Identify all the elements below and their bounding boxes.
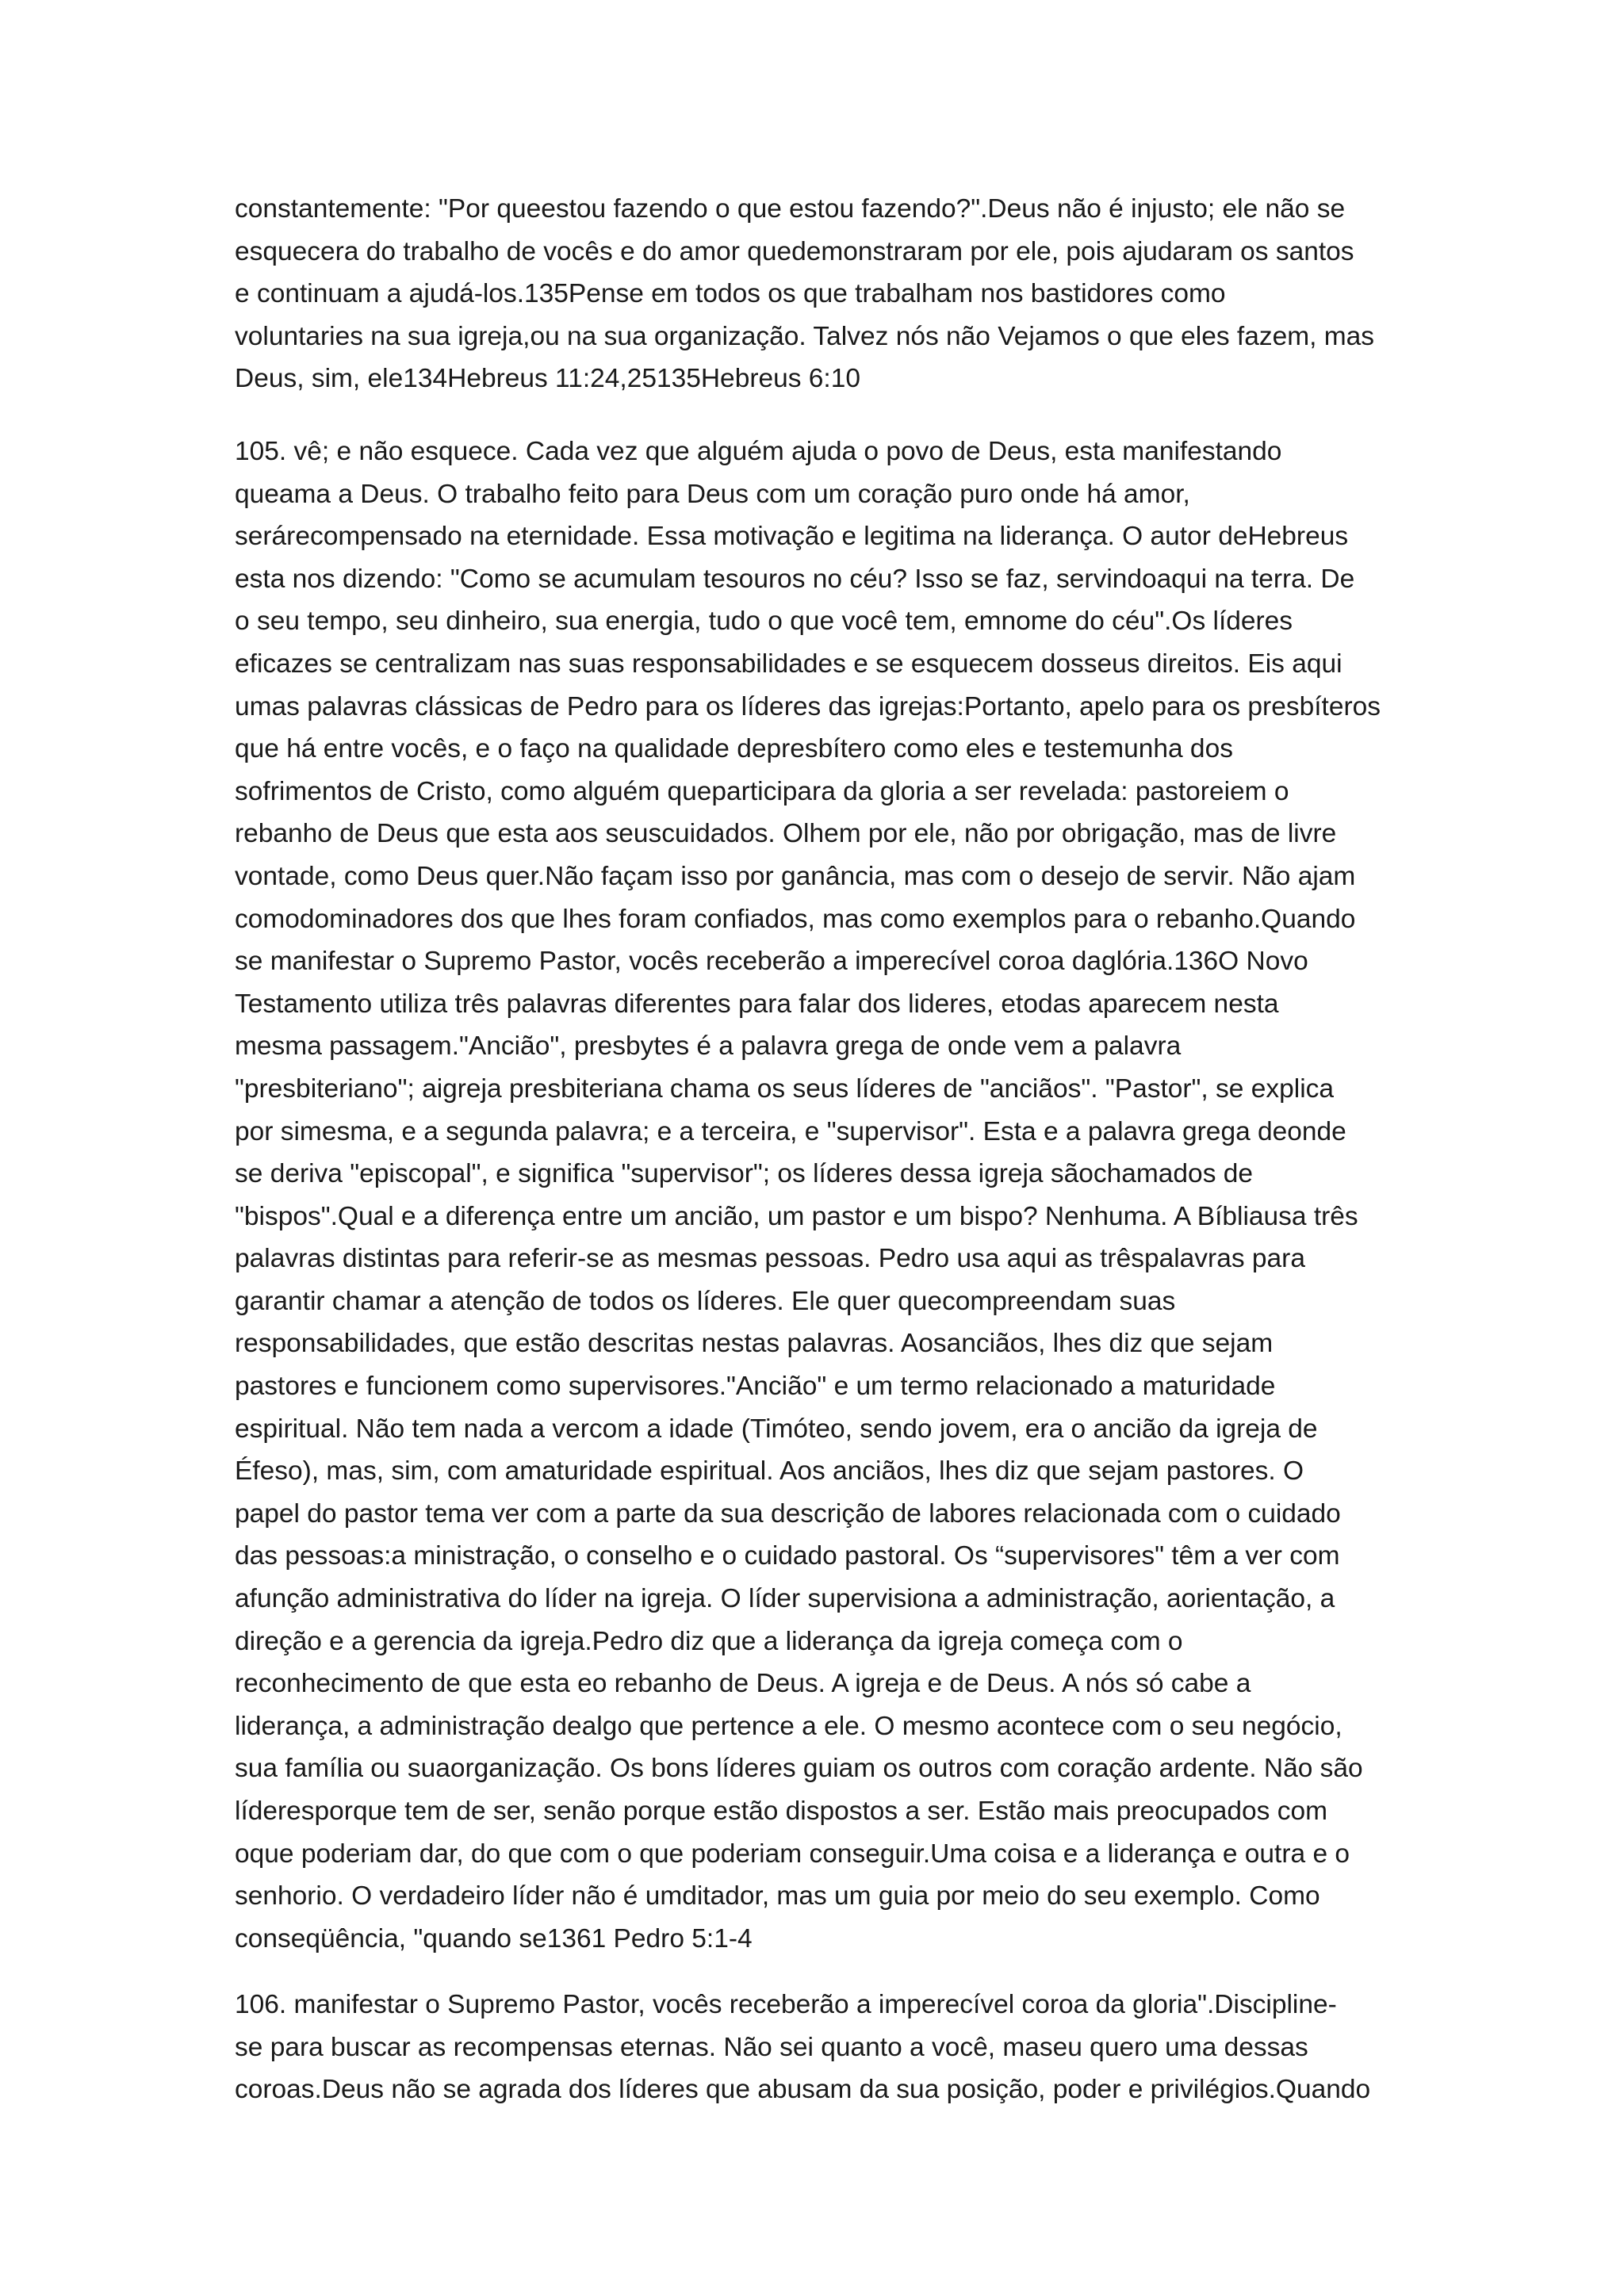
text-line: se deriva "episcopal", e significa "supervisor"; os líderes dessa igreja sãochamados de bbox=[235, 1159, 1254, 1189]
text-line: Éfeso), mas, sim, com amaturidade espiritual. Aos anciãos, lhes diz que sejam pastores. O bbox=[235, 1456, 1304, 1487]
text-line: coroas.Deus não se agrada dos líderes que abusam da sua posição, poder e privilégios.Quando bbox=[235, 2075, 1371, 2105]
text-line: esta nos dizendo: "Como se acumulam tesouros no céu? Isso se faz, servindoaqui na terra. De bbox=[235, 564, 1355, 594]
text-line: que há entre vocês, e o faço na qualidade depresbítero como eles e testemunha dos bbox=[235, 734, 1233, 764]
paragraph-105 bbox=[235, 430, 1400, 1960]
text-line: voluntaries na sua igreja,ou na sua organização. Talvez nós não Vejamos o que eles fazem, mas bbox=[235, 321, 1375, 351]
text-line: direção e a gerencia da igreja.Pedro diz que a liderança da igreja começa com o bbox=[235, 1626, 1183, 1656]
text-line: eficazes se centralizam nas suas responsabilidades e se esquecem dosseus direitos. Eis aqui bbox=[235, 649, 1342, 679]
text-line: Deus, sim, ele134Hebreus 11:24,25135Hebreus 6:10 bbox=[235, 364, 861, 394]
text-line: liderança, a administração dealgo que pertence a ele. O mesmo acontece com o seu negócio, bbox=[235, 1711, 1342, 1741]
text-line: se para buscar as recompensas eternas. Não sei quanto a você, maseu quero uma dessas bbox=[235, 2032, 1308, 2062]
text-line: papel do pastor tema ver com a parte da sua descrição de labores relacionada com o cuidado bbox=[235, 1498, 1341, 1529]
text-line: responsabilidades, que estão descritas nestas palavras. Aosanciãos, lhes diz que sejam bbox=[235, 1329, 1274, 1359]
text-line: 105. vê; e não esquece. Cada vez que alguém ajuda o povo de Deus, esta manifestando bbox=[235, 437, 1282, 466]
text-line: sua família ou suaorganização. Os bons líderes guiam os outros com coração ardente. Não são bbox=[235, 1754, 1363, 1784]
text-line: garantir chamar a atenção de todos os líderes. Ele quer quecompreendam suas bbox=[235, 1286, 1176, 1316]
text-line: 106. manifestar o Supremo Pastor, vocês receberão a imperecível coroa da gloria".Discipline- bbox=[235, 1990, 1337, 2019]
text-line: queama a Deus. O trabalho feito para Deus com um coração puro onde há amor, bbox=[235, 479, 1190, 509]
paragraph-106 bbox=[235, 1984, 1400, 2111]
text-line: espiritual. Não tem nada a vercom a idade (Timóteo, sendo jovem, era o ancião da igreja de bbox=[235, 1414, 1318, 1444]
text-line: Testamento utiliza três palavras diferentes para falar dos lideres, etodas aparecem nesta bbox=[235, 989, 1279, 1019]
text-line: comodominadores dos que lhes foram confiados, mas como exemplos para o rebanho.Quando bbox=[235, 904, 1356, 934]
text-line: serárecompensado na eternidade. Essa motivação e legitima na liderança. O autor deHebreus bbox=[235, 522, 1349, 552]
text-line: e continuam a ajudá-los.135Pense em todos os que trabalham nos bastidores como bbox=[235, 279, 1226, 309]
text-line: "bispos".Qual e a diferença entre um ancião, um pastor e um bispo? Nenhuma. A Bíbliausa três bbox=[235, 1201, 1358, 1231]
paragraph-104-continuation bbox=[235, 188, 1400, 400]
text-line: reconhecimento de que esta eo rebanho de Deus. A igreja e de Deus. A nós só cabe a bbox=[235, 1669, 1251, 1699]
text-line: "presbiteriano"; aigreja presbiteriana chama os seus líderes de "anciãos". "Pastor", se explica bbox=[235, 1073, 1335, 1104]
text-line: afunção administrativa do líder na igreja. O líder supervisiona a administração, aorientação, a bbox=[235, 1584, 1335, 1614]
text-line: mesma passagem."Ancião", presbytes é a palavra grega de onde vem a palavra bbox=[235, 1031, 1182, 1062]
text-line: se manifestar o Supremo Pastor, vocês receberão a imperecível coroa daglória.136O Novo bbox=[235, 947, 1308, 977]
text-line: pastores e funcionem como supervisores."Ancião" e um termo relacionado a maturidade bbox=[235, 1372, 1276, 1402]
text-line: conseqüência, "quando se1361 Pedro 5:1-4 bbox=[235, 1923, 753, 1954]
text-line: senhorio. O verdadeiro líder não é umditador, mas um guia por meio do seu exemplo. Como bbox=[235, 1881, 1320, 1911]
text-line: vontade, como Deus quer.Não façam isso por ganância, mas com o desejo de servir. Não ajam bbox=[235, 861, 1356, 891]
text-line: por simesma, e a segunda palavra; e a terceira, e "supervisor". Esta e a palavra grega deonde bbox=[235, 1116, 1346, 1146]
text-line: palavras distintas para referir-se as mesmas pessoas. Pedro usa aqui as trêspalavras para bbox=[235, 1244, 1305, 1274]
text-line: umas palavras clássicas de Pedro para os líderes das igrejas:Portanto, apelo para os presbíteros bbox=[235, 691, 1381, 721]
text-line: constantemente: "Por queestou fazendo o que estou fazendo?".Deus não é injusto; ele não se bbox=[235, 194, 1346, 224]
text-line: líderesporque tem de ser, senão porque estão dispostos a ser. Estão mais preocupados com bbox=[235, 1797, 1328, 1826]
text-line: oque poderiam dar, do que com o que poderiam conseguir.Uma coisa e a liderança e outra e o bbox=[235, 1839, 1350, 1869]
text-line: rebanho de Deus que esta aos seuscuidados. Olhem por ele, não por obrigação, mas de livre bbox=[235, 819, 1337, 849]
text-line: das pessoas:a ministração, o conselho e o cuidado pastoral. Os “supervisores" têm a ver com bbox=[235, 1541, 1340, 1571]
text-line: sofrimentos de Cristo, como alguém queparticipara da gloria a ser revelada: pastoreiem o bbox=[235, 776, 1289, 806]
text-line: esquecera do trabalho de vocês e do amor quedemonstraram por ele, pois ajudaram os santos bbox=[235, 236, 1354, 266]
text-line: o seu tempo, seu dinheiro, sua energia, tudo o que você tem, emnome do céu".Os líderes bbox=[235, 607, 1293, 637]
